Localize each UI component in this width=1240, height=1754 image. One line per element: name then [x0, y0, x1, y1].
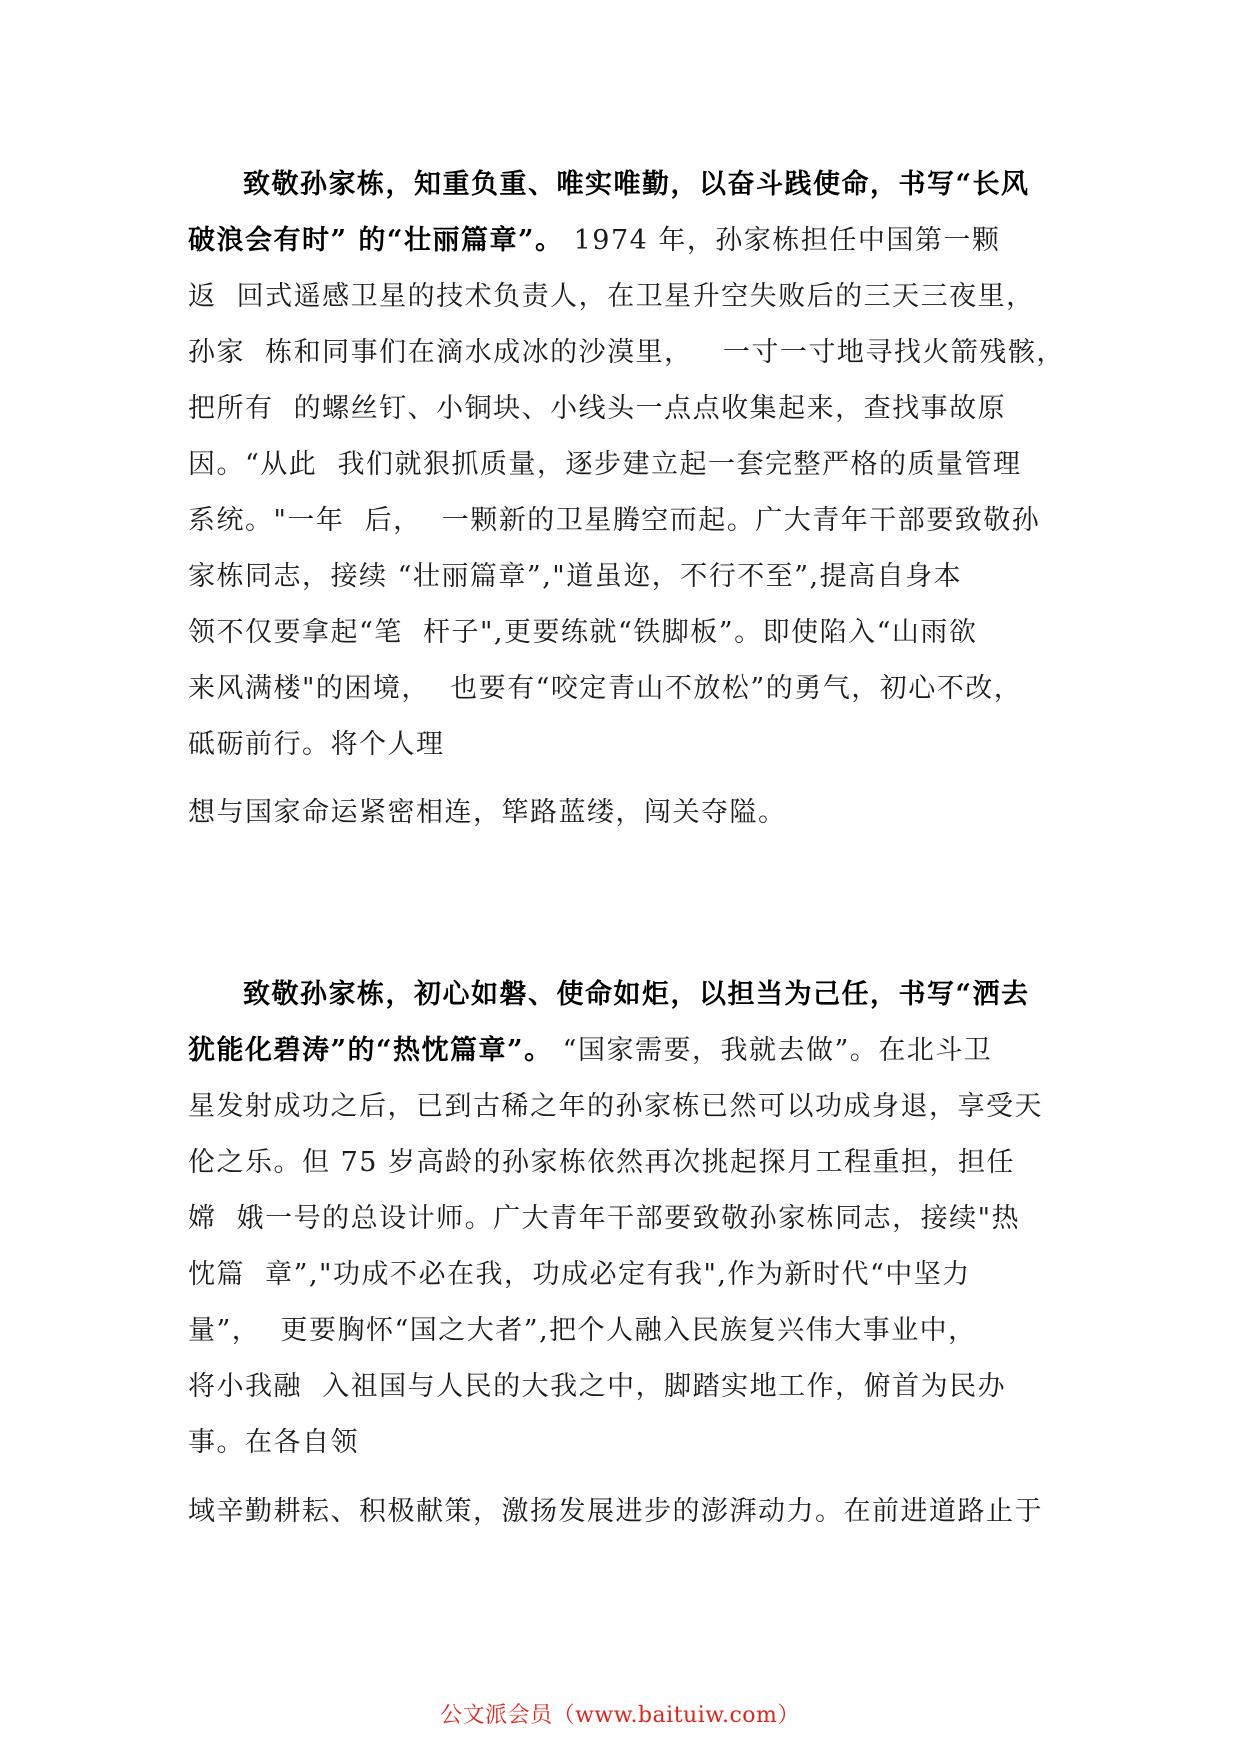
para1-line-10: 来风满楼"的困境， 也要有“咬定青山不放松”的勇气，初心不改， [188, 673, 1023, 704]
paragraph-2 [188, 967, 1058, 1471]
paragraph-1-tail [188, 785, 1058, 841]
para1-heading-end: 破浪会有时” 的“壮丽篇章”。 [188, 225, 564, 256]
para1-line-8: 家栋同志，接续 “壮丽篇章”,"道虽迩，不行不至”,提高自身本 [188, 561, 963, 592]
paragraph-1 [188, 157, 1065, 773]
footer-watermark-link[interactable]: 公文派会员（www.baituiw.com） [440, 1703, 800, 1728]
para2-line-5: 嫦 娥一号的总设计师。广大青年干部要致敬孙家栋同志，接续"热 [188, 1203, 1021, 1234]
para1-line-1: 致敬孙家栋，知重负重、唯实唯勤，以奋斗践使命，书写“长风 [243, 169, 1030, 200]
para1-body-start: 1974 年，孙家栋担任中国第一颗 [563, 225, 1001, 256]
para2-line-6: 忱篇 章”,"功成不必在我，功成必定有我",作为新时代“中坚力 [188, 1259, 971, 1290]
para2-line-1: 致敬孙家栋，初心如磐、使命如炬，以担当为己任，书写“洒去 [243, 979, 1030, 1010]
para1-line-3: 返 回式遥感卫星的技术负责人，在卫星升空失败后的三天三夜里， [188, 281, 1035, 312]
para1-line-11: 砥砺前行。将个人理 [188, 729, 445, 760]
para2-line-9: 事。在各自领 [188, 1427, 359, 1458]
para2-line-2 [188, 1023, 1058, 1079]
para1-tail-line: 想与国家命运紧密相连，筚路蓝缕，闯关夺隘。 [188, 797, 787, 828]
para1-line-9: 领不仅要拿起“笔 杆子",更要练就“铁脚板”。即使陷入“山雨欲 [188, 617, 978, 648]
para1-line-7: 系统。"一年 后， 一颗新的卫星腾空而起。广大青年干部要致敬孙 [188, 505, 1041, 536]
para1-line-4: 孙家 栋和同事们在滴水成冰的沙漠里， 一寸一寸地寻找火箭残骸， [188, 337, 1065, 368]
para2-line-8: 将小我融 入祖国与人民的大我之中，脚踏实地工作，俯首为民办 [188, 1371, 1007, 1402]
para2-heading-end: 犹能化碧涛”的“热忱篇章”。 [188, 1035, 553, 1066]
para1-line-6: 因。“从此 我们就狠抓质量，逐步建立起一套完整严格的质量管理 [188, 449, 1022, 480]
para2-line-3: 星发射成功之后，已到古稀之年的孙家栋已然可以功成身退，享受天 [188, 1091, 1043, 1122]
paragraph-2-tail [188, 1484, 1058, 1540]
para1-line-2 [188, 213, 1058, 269]
para1-line-5: 把所有 的螺丝钉、小铜块、小线头一点点收集起来，查找事故原 [188, 393, 1007, 424]
para2-line-4: 伦之乐。但 75 岁高龄的孙家栋依然再次挑起探月工程重担，担任 [188, 1147, 1016, 1178]
para2-tail-line: 域辛勤耕耘、积极献策，激扬发展进步的澎湃动力。在前进道路止于 [188, 1496, 1043, 1527]
para2-line-7: 量”， 更要胸怀“国之大者”,把个人融入民族复兴伟大事业中， [188, 1315, 977, 1346]
para2-body-start: “国家需要，我就去做”。在北斗卫 [552, 1035, 993, 1066]
